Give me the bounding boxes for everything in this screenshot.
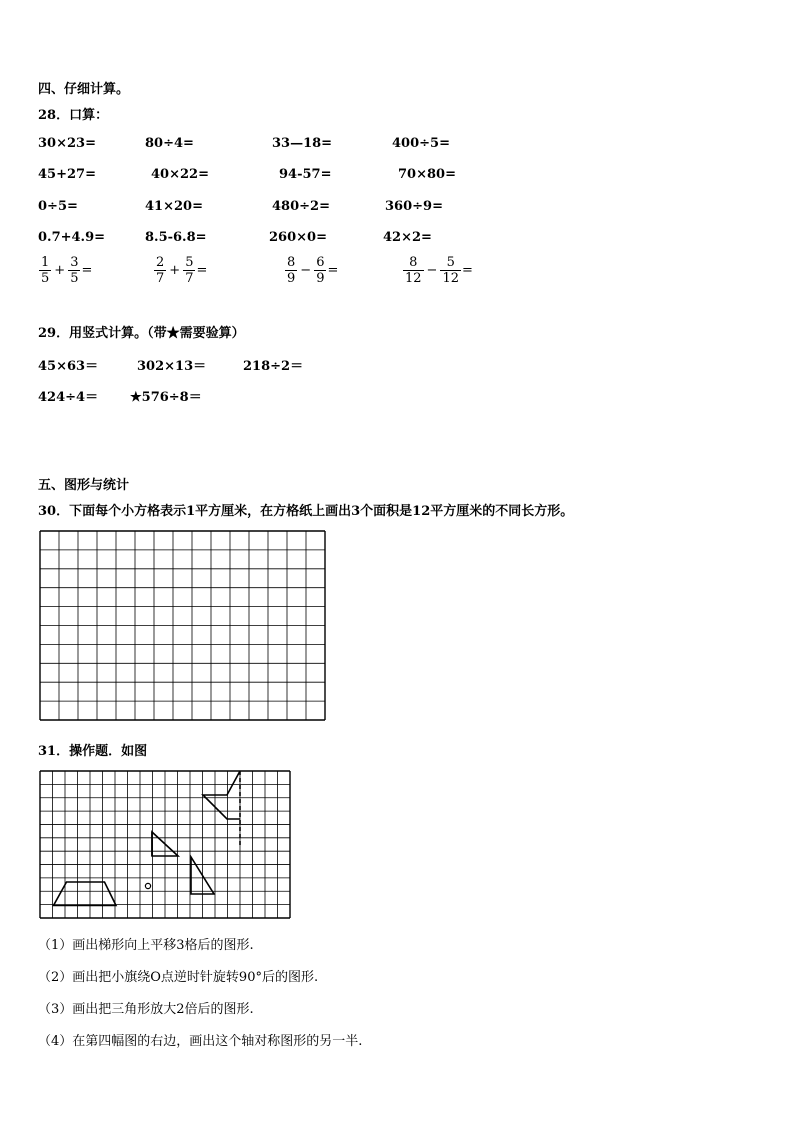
- q28-label: 28．口算：: [38, 108, 109, 123]
- q30-square-grid[interactable]: [40, 531, 326, 721]
- fraction-expression: $\frac{1}{5}$ + $\frac{3}{5}$ =: [41, 255, 93, 286]
- q31-sub-question: （2）画出把小旗绕O点逆时针旋转90°后的图形.: [38, 970, 319, 985]
- q29-item: 424÷4＝: [38, 390, 99, 405]
- fraction-expression: $\frac{8}{9}$ − $\frac{6}{9}$ =: [287, 255, 339, 286]
- q31-label: 31．操作题．如图: [38, 744, 148, 759]
- q28-item: 480÷2=: [272, 199, 330, 214]
- fraction: $\frac{2}{7}$: [156, 255, 165, 286]
- q29-item: 302×13＝: [137, 359, 207, 374]
- q29-item: 45×63＝: [38, 359, 99, 374]
- q28-item: 33—18=: [272, 136, 333, 151]
- half-symmetric-figure: [203, 771, 240, 819]
- point-o-marker: [145, 883, 150, 888]
- q28-item: 0.7+4.9=: [38, 230, 106, 245]
- q28-item: 45+27=: [38, 167, 96, 182]
- q31-sub-question: （4）在第四幅图的右边，画出这个轴对称图形的另一半.: [38, 1034, 363, 1049]
- q30-label: 30．下面每个小方格表示1平方厘米，在方格纸上画出3个面积是12平方厘米的不同长方形。: [38, 504, 574, 519]
- fraction: $\frac{8}{9}$: [287, 255, 296, 286]
- q29-label: 29．用竖式计算。（带★需要验算）: [38, 326, 245, 341]
- q28-item: 0÷5=: [38, 199, 78, 214]
- fraction: $\frac{5}{12}$: [442, 255, 459, 286]
- trapezoid-shape: [54, 882, 117, 906]
- q28-item: 360÷9=: [385, 199, 443, 214]
- section5-heading: 五、图形与统计: [38, 478, 130, 493]
- q28-item: 42×2=: [383, 230, 432, 245]
- q28-item: 260×0=: [269, 230, 327, 245]
- q31-figure-grid[interactable]: [40, 771, 292, 919]
- q31-sub-question: （3）画出把三角形放大2倍后的图形.: [38, 1002, 254, 1017]
- fraction-expression: $\frac{8}{12}$ − $\frac{5}{12}$ =: [405, 255, 473, 286]
- q29-item: ★576÷8＝: [130, 390, 202, 405]
- q28-item: 400÷5=: [392, 136, 450, 151]
- q29-item: 218÷2＝: [243, 359, 304, 374]
- fraction: $\frac{3}{5}$: [70, 255, 79, 286]
- q28-item: 30×23=: [38, 136, 96, 151]
- q28-item: 70×80=: [398, 167, 456, 182]
- q28-item: 41×20=: [145, 199, 203, 214]
- q28-item: 80÷4=: [145, 136, 194, 151]
- fraction: $\frac{6}{9}$: [316, 255, 325, 286]
- fraction: $\frac{5}{7}$: [185, 255, 194, 286]
- fraction: $\frac{8}{12}$: [405, 255, 422, 286]
- q31-sub-question: （1）画出梯形向上平移3格后的图形.: [38, 938, 254, 953]
- fraction-expression: $\frac{2}{7}$ + $\frac{5}{7}$ =: [156, 255, 208, 286]
- q28-item: 40×22=: [151, 167, 209, 182]
- q28-item: 8.5-6.8=: [145, 230, 207, 245]
- section4-heading: 四、仔细计算。: [38, 82, 130, 97]
- q28-item: 94-57=: [279, 167, 332, 182]
- fraction: $\frac{1}{5}$: [41, 255, 50, 286]
